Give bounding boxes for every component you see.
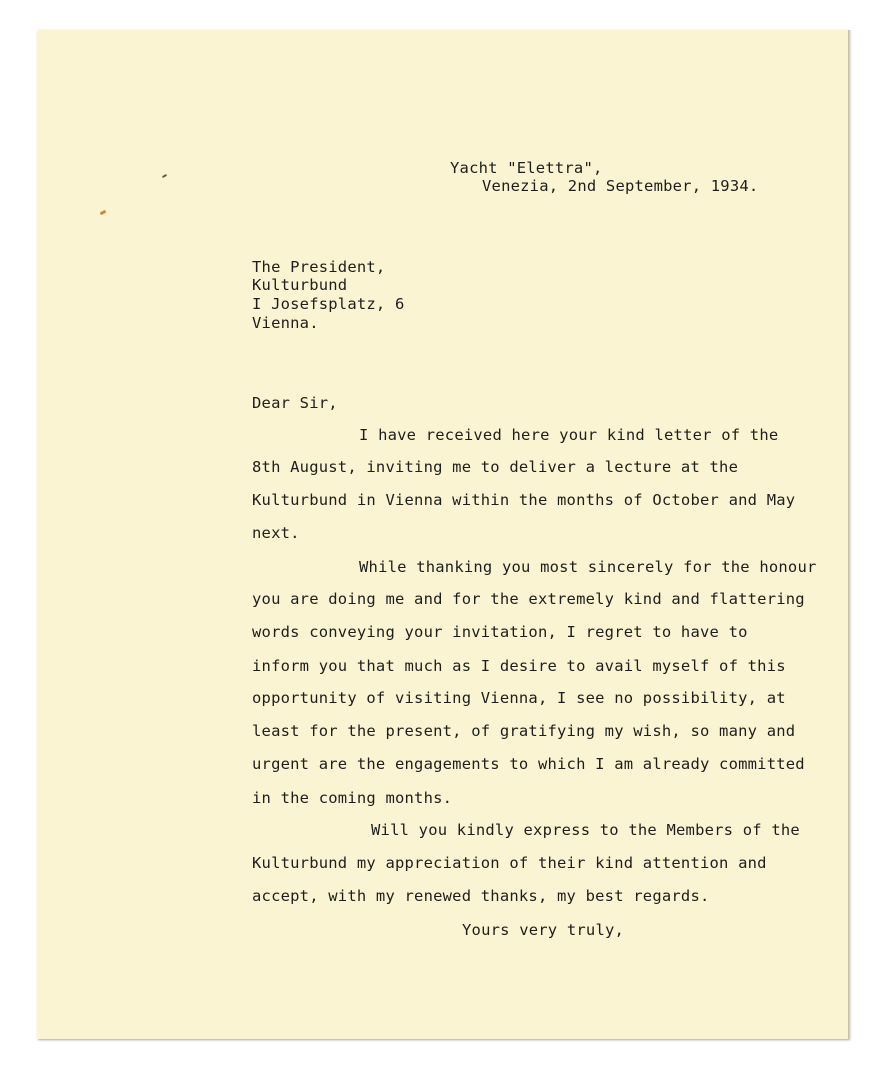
- body-line: I have received here your kind letter of the: [359, 426, 779, 444]
- address-line-1: The President,: [252, 258, 386, 276]
- body-line: words conveying your invitation, I regret to have to: [252, 623, 748, 641]
- body-line: opportunity of visiting Vienna, I see no possibility, at: [252, 689, 786, 707]
- body-line: urgent are the engagements to which I am already committed: [252, 755, 805, 773]
- body-line: in the coming months.: [252, 789, 453, 807]
- salutation: Dear Sir,: [252, 394, 338, 412]
- body-line: Will you kindly express to the Members of the: [371, 821, 800, 839]
- body-line: least for the present, of gratifying my wish, so many and: [252, 722, 796, 740]
- body-line: Kulturbund my appreciation of their kind attention and: [252, 854, 767, 872]
- body-line: accept, with my renewed thanks, my best regards.: [252, 887, 710, 905]
- body-line: next.: [252, 524, 300, 542]
- address-line-3: I Josefsplatz, 6: [252, 295, 405, 313]
- dateline-line-1: Yacht "Elettra",: [450, 159, 603, 177]
- body-line: you are doing me and for the extremely kind and flattering: [252, 590, 805, 608]
- address-line-4: Vienna.: [252, 314, 319, 332]
- body-line: 8th August, inviting me to deliver a lecture at the: [252, 458, 739, 476]
- address-line-2: Kulturbund: [252, 276, 348, 294]
- sheet-edge-shadow: [848, 30, 852, 1039]
- body-line: inform you that much as I desire to avail myself of this: [252, 657, 786, 675]
- body-line: Kulturbund in Vienna within the months of October and May: [252, 491, 796, 509]
- body-line: While thanking you most sincerely for the honour: [359, 558, 817, 576]
- closing: Yours very truly,: [462, 921, 625, 939]
- dateline-line-2: Venezia, 2nd September, 1934.: [482, 177, 759, 195]
